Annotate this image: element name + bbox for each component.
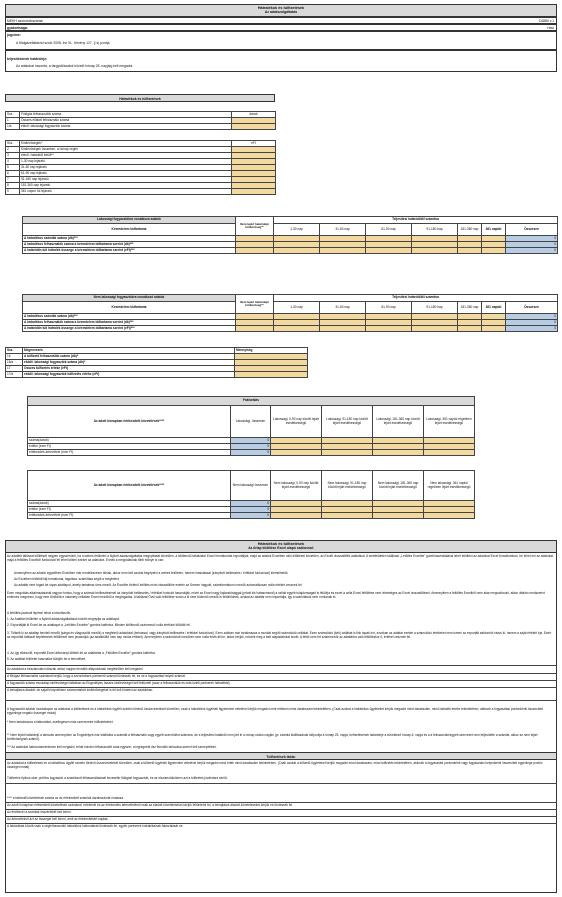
mekh-value: C6880 v.1: [538, 19, 554, 23]
note-p8: A fogyasztóit adatok munkalapon az adatokat a túlfizetések és a hátralékok ügyfélt szintén történő összevezetését követően, csak a hátralékos ügyfelek figyelembe vételével kérjük megadni mint értékem mind darabszám tekintetében. (Csak azokat a hátralékos ügyfeleket kérjük megadni mind darabszám, mind hátralék értéke tekintetében, akiknek a fogyasztási pontonkénti összesített egyenlege negatív összeget mutat): [7, 707, 543, 715]
gyakorisag-value: Havi: [547, 26, 554, 30]
sec6-label: Az adott hónapban értékesített követelések****: [28, 406, 231, 438]
row-label: értéke (ezer Ft): [28, 444, 231, 450]
table-row: [28, 397, 475, 406]
note-s3: 3. Töltsék ki az adatlap beviteli mezőit (sárga és világoszöld mezők) a megfelelő adatokkal (beírással, vagy irányított beillesztés / értékkel funkcióval). Ezen zabban már tartalmazza a munkát segítő számolódó cellákat. Ezen számolódó (kék) cellákat is fixk tapak írni, ezzzkan az adattár ezeket a számolódó értékeket nem ismeri az exportált sablonból visszi ki, hanem a saját értékét írja. Ezért az exportált táblázat képletesnek feltöltését nem javasoljuk (az adatkitöltő nem kap mulás értéket). Amennyiben a számolóott mezőben nem nulla érték áll be, akkor kérjük, nézzék meg a bett alapadatokat ismét. A feltöl nem ért számmezők az adattárba való feltöltéskor 0, értéket vesznek fel.: [7, 631, 552, 639]
header-subtitle: Az adatszolgáltatás: [264, 10, 298, 15]
note-s1: 1. Az Adattári felületén a Nyitott adatszolgáltatások között megnyitja az adatlapot.: [7, 617, 120, 621]
sec4-subtitle: Kéemdelem kidfartama: [23, 302, 236, 314]
row-label: A határidőn túli hátralék összege a kéemdelem időtartama szerint (eFt)***: [23, 326, 236, 332]
note-f2: Az adott hónapban értékesített követelések számánál, értékénél és az értékesítés árbevételénél csak az eladott követeléseket kérjük feltüntetni fel, a behajtásra átadott követeléseket kérjük ne tüntessék fel.: [7, 803, 293, 807]
input-cell[interactable]: [232, 189, 276, 195]
col-header: 91-180 nap: [412, 302, 458, 314]
row-label: A hátralékos számlák száma (db)***: [23, 314, 236, 320]
note-p1: Az adatfelt táblázat kitöltését negyen egyszerűsíti, ha a webes felületen a Nyitott adatszolgáltatás megnyitását követően, a kitöltendő táblázatot Excel formátumba exportálják, majd az adatok Excelben való kitöltését követően, az Excelt visszatölték adatokkal. A webfelületen található „Letöltés Excelbe” gombhasználatával lehet letölteni az adatokat Excel formátumban, be lehet írni az adatokat, majd a feltöltés Excelből funkcióval fel lehet tölteni ezeket az adatokra. Ennek a megoldásnak több előnye is van:: [7, 554, 554, 562]
row-num: 17/a: [6, 372, 23, 378]
row-num: 16: [6, 354, 23, 360]
sec3-col-a: Nem lejárt határidejű kintlévőség**: [236, 217, 274, 236]
input-cell[interactable]: [322, 513, 373, 519]
table-row: [23, 217, 558, 224]
row-label: száma(darab): [28, 438, 231, 444]
table-row: [6, 372, 308, 378]
sec4-title: Nem lakossági fogyasztókra vonatkozó adatok: [23, 295, 236, 302]
row-label: száma(darab): [28, 501, 231, 507]
input-cell[interactable]: [366, 248, 412, 254]
col-header: Lakossági, 181-360 nap között lejárt esedékességű: [373, 406, 424, 438]
notes-title: Hátralékok és túlfizetések: [257, 542, 305, 546]
row-num: 8: [6, 183, 20, 189]
row-label: A hátralékos felhasználók száma a kéemdelem időtartama szerint (db)***: [23, 242, 236, 248]
table-row: [28, 513, 475, 519]
note-s2: 2. Exportálják ki Excel-be az adatlapot a „Letöltés Excelbe” gombra kattintva. Minden kitöltendő számmező nulla értékkel töltődik fel.: [7, 623, 191, 627]
col-header: 361 naptól: [482, 224, 506, 236]
row-label: Kintlévőségek*: [20, 141, 232, 147]
sec1-table: [5, 111, 276, 130]
note-p2: Ezen megoldás alkalmazásánál nagyon fontos, hogy a számok beillesztésénél az irányított beillesztés / értékkel funkciót használják, mivel az Excel nagy hajlandósággal (privát kis hatasommal) a cellák egyéb tulajdonságait is felülírja és ezzel a cella Excel feltöltése nem lehetséges az Excel visszatöltésel. Amennyiben a feltöltés Excelből nem akar megvalósulni, akkor általán rendszerint érdemes megnézni, hogy nem törlődött-e valamely cellában Excel mezőből a megfogadás. A táblázat Övsi való feltöltése során a kl nem törlendő mezők is feltöltődnek, azokat az adattár nem importálja, így a számításuk nem romlanak el.: [7, 591, 545, 599]
input-cell[interactable]: [366, 326, 412, 332]
total-cell: 0: [231, 513, 271, 519]
row-num: Ssz.: [6, 141, 20, 147]
total-cell: 0: [506, 236, 558, 242]
input-cell[interactable]: [274, 326, 320, 332]
total-cell: 0: [506, 248, 558, 254]
tul-title: Túlfizetések tábla:: [266, 755, 296, 759]
row-num: 3: [6, 153, 20, 159]
col-header: Nem lakossági, 361 naptól régebben lejárt esedékességű: [424, 471, 475, 501]
input-cell[interactable]: [232, 124, 276, 130]
col-header: 181-360 nap: [458, 302, 482, 314]
input-cell[interactable]: [236, 248, 274, 254]
row-num: 9: [6, 189, 20, 195]
jogcim-label: jogcíme:: [7, 33, 21, 37]
sec3-table: [22, 216, 558, 254]
total-cell: 0: [506, 320, 558, 326]
note-p9: * Nem tartalmazza a faktorálást, esetlegesen más szervezetre túlfizetéseket.: [7, 720, 114, 724]
table-row: [23, 326, 558, 332]
col-header: 1-30 nap: [274, 224, 320, 236]
row-num: Ssz.: [6, 112, 20, 118]
col-header: 181-360 nap: [458, 224, 482, 236]
total-cell: 0: [231, 450, 271, 456]
input-cell[interactable]: [320, 248, 366, 254]
col-header: Nem lakossági, 0-90 nap között lejárt esedékességű: [271, 471, 322, 501]
sec1-title-bar: [5, 94, 275, 102]
row-label: értékesítés árbevétele (ezer Ft): [28, 513, 231, 519]
col-header: 91-180 nap: [412, 224, 458, 236]
row-num: 4: [6, 159, 20, 165]
note-p4: Az adatokat a beszámolási időszak utolsó napján fennálló állapotoknak megfelelően kell megadni.: [7, 667, 144, 671]
note-p3: A feltöltés javasolt lépései tehát a következők:: [7, 611, 71, 615]
input-cell[interactable]: [271, 513, 322, 519]
col-header: Nem lakossági, 91-180 nap között lejárt esedékességű: [322, 471, 373, 501]
row-label: ebből: lakossági fogyasztók száma: [20, 124, 232, 130]
sec4-col-group: Teljesítési határidőtől számítva: [274, 295, 558, 302]
divider: [5, 700, 557, 701]
sec4-col-a: Nem lejárt határidejű kintlévőség**: [236, 295, 274, 314]
hatarido-value: Az adatokat havonta, a tárgyidőszakot követő hónap 25. napjáig kell megadni.: [16, 64, 134, 68]
row-label: ebből: határidőt belüli**: [20, 153, 232, 159]
tul-title-bar: [5, 752, 557, 760]
input-cell[interactable]: [236, 326, 274, 332]
row-label: A határidőn túli hátralék összege a kéemdelem időtartama szerint (eFt)***: [23, 248, 236, 254]
note-tul2: Túlfizetés típikus okai: profilos fogyasztó a számlázott felhasználásánál kevesebb földgázt fogyasztott, és az elszámolóközben azt a túlfizetés jóváírásra került.: [7, 776, 228, 780]
row-num: 5: [6, 165, 20, 171]
col-header: 361 naptól: [482, 302, 506, 314]
note-p6: A fogyasztók száma munkalap kintlévőségei táblában az Engedélyes összes kintlévőségét kell feltünteti (azaz a felhasználók és más üzleti partnerek hátralékát).: [7, 681, 231, 685]
total-cell: 0: [506, 326, 558, 332]
col-header: 31-60 nap: [320, 224, 366, 236]
note-f1: **** a faktorált követelések száma az az értékesített számlák darabszámát mutassa.: [7, 796, 124, 800]
input-cell[interactable]: [373, 513, 424, 519]
row-label: ebből: lakossági fogyasztók száma (db)*: [23, 360, 235, 366]
input-cell[interactable]: [482, 326, 506, 332]
row-label: A hátralékos számlák száma (db)***: [23, 236, 236, 242]
sec6-title: Faktorálás: [28, 397, 475, 406]
row-label: A hátralékos felhasználók száma a kéemdelem időtartama szerint (db)***: [23, 320, 236, 326]
col-header: Lakossági, 0-90 nap között lejárt esedékességű: [271, 406, 322, 438]
total-cell: 0: [231, 444, 271, 450]
col-header: 61-90 nap: [366, 302, 412, 314]
note-tul1: Az adatokat a túlfizetések és a hátralékos ügyfél szintén történő összevezetését követően, csak a túlfizető ügyfelek figyelembe vételével kérjük megadni mind érték mind darabszám tekintetében. (Csak azokat a túlfizető ügyfeleket kérjük megadni mind darabszám, mind túlfizetés tekintetében, akiknek a fogyasztási pontonkénti vagy fogyasztási helyenkénti összesített egyenlege pozitív összeget mutat): [7, 761, 543, 769]
table-row: [23, 248, 558, 254]
table-row: [6, 189, 276, 195]
col-header: Lakossági, 361 naptól régebben lejárt esedékességű: [424, 406, 475, 438]
head-num: Ssz.: [6, 348, 23, 354]
notes-subtitle: Az űrlap kitöltése Excel alapú sablonnal:: [248, 546, 314, 551]
sec3-subtitle: Kéemdelem kidfartama: [23, 224, 236, 236]
input-cell[interactable]: [424, 513, 475, 519]
notes-title-bar: [5, 540, 557, 553]
row-label: Földgáz felhasználók száma: [20, 112, 232, 118]
jogcim-row: [5, 31, 557, 50]
row-label: Összes ellátott felhasználó száma: [20, 118, 232, 124]
table-row: [28, 406, 475, 438]
row-label: értékesítés árbevétele (ezer Ft): [28, 450, 231, 456]
row-unit: eFt: [232, 141, 276, 147]
total-cell: 0: [231, 501, 271, 507]
row-label: 181-360 nap lejáratú: [20, 183, 232, 189]
row-label: 361 napon túl lejáratú: [20, 189, 232, 195]
row-label: 61-90 nap lejáratú: [20, 171, 232, 177]
note-p10: ** Nem lejárt határidejű a tartozás amennyiben az Engedélyes már kiállította a számlát a felhasználó vagy egyéb szerződést számára, de a teljesítési határidő nem járt le a hónap utolsó napján (pl. számla kiállításának időpontja a hónap 25. napja, befizetésének határideje a következő hónap 6. napja és a a felhasználó/egyéb szervezet nem teljesítette a számlát, akkor az nem lejárt kintlévőségnek számít).: [7, 733, 538, 741]
note-b3: Az adattár nem fogad be olyan adatlapot, amely tartalmaz üres mezőt. Az Excelbe történő letöltés mind visszatölthe esetén az Üresen hagyott, számformátumú mezők automatikusan nulla értéket vesznek fel.: [14, 583, 303, 587]
col-header: Összesen: [506, 302, 558, 314]
row-num: 16/a: [6, 360, 23, 366]
row-num: 7: [6, 177, 20, 183]
table-row: [28, 450, 475, 456]
table-row: [23, 295, 558, 302]
head-label: Megnevezés: [23, 348, 235, 354]
total-cell: 0: [506, 314, 558, 320]
col-header: Összesen: [506, 224, 558, 236]
row-num: 1/a: [6, 124, 20, 130]
row-label: értéke (ezer Ft): [28, 507, 231, 513]
input-cell[interactable]: [412, 326, 458, 332]
input-cell[interactable]: [412, 248, 458, 254]
col-header: Nem lakossági összesen: [231, 471, 271, 501]
head-unit: Mennyiség: [235, 348, 308, 354]
note-p11: *** Az adatokat halmozásmentesen kell megadni, tehát minden felhasználót csak egyszer, a legrégebbi dsz fennálló tartozása szerint kell szerepeltetni.: [7, 745, 217, 749]
sec1-title: Hátralékok és túlfizetések: [119, 97, 161, 101]
hatarido-row: [5, 50, 557, 72]
row-label: 31-60 nap lejáratú: [20, 165, 232, 171]
note-p5: A földgáz felhasználók számánál kérjük, hogy a szerződéses partnerek számát tüntessék fel, és ne a fogyasztási helyek számát.: [7, 674, 186, 678]
col-header: 1-30 nap: [274, 302, 320, 314]
sec7-label: Az adott hónapban értékesített követelések****: [28, 471, 231, 501]
input-cell[interactable]: [274, 248, 320, 254]
note-b2: Az Excelben letöltött fájl formátuma, tagolása, számítása segíti a megértést.: [14, 577, 120, 581]
row-label: 91-180 nap lejáratú: [20, 177, 232, 183]
input-cell[interactable]: [235, 372, 308, 378]
sec2-table: [5, 140, 276, 195]
gyakorisag-row: [5, 24, 557, 31]
col-header: Lakossági, összesen: [231, 406, 271, 438]
input-cell[interactable]: [424, 450, 475, 456]
row-num: 2: [6, 147, 20, 153]
note-f3: Az értékénél a számlák összértékét kell beírni.: [7, 810, 72, 814]
row-label: Összes túlfizetés értéke (eFt): [23, 366, 235, 372]
hatarido-label: teljesítésének határideje:: [7, 57, 48, 61]
input-cell[interactable]: [458, 248, 482, 254]
input-cell[interactable]: [320, 326, 366, 332]
sec3-col-group: Teljesítési határidőtől számítva: [274, 217, 558, 224]
col-header: 31-60 nap: [320, 302, 366, 314]
total-cell: 0: [231, 507, 271, 513]
note-s4: 4. Az így elkészült, exportált Excel állományt töltsék fel az adattárba a „Feltöltés Excelbe” gombra kattintva.: [7, 651, 156, 655]
sec7-table: [27, 470, 475, 519]
note-s5: 5. Az adattári felületet használva küldjék be a bérvolflvet.: [7, 657, 86, 661]
table-row: [23, 302, 558, 314]
divider: [5, 809, 557, 810]
table-row: [28, 471, 475, 501]
sec6-table: [27, 396, 475, 456]
sec4-table: [22, 294, 558, 332]
note-f4: Az árbevételnél azt az összeget kell beírni, amit az értékesítésért kaptak.: [7, 817, 109, 821]
row-num: 6: [6, 171, 20, 177]
total-cell: 0: [231, 438, 271, 444]
mekh-row: [5, 17, 557, 24]
jogcim-value: A földgázellátásról szóló 2008. évi XL. törvény 127. § s) pontja: [16, 41, 110, 45]
sec3-title: Lakossági fogyasztókra vonatkozó adatok: [23, 217, 236, 224]
col-header: Nem lakossági, 181-360 nap között lejárt esedékességű: [373, 471, 424, 501]
col-header: Lakossági, 91-180 nap között lejárt esedékességű: [322, 406, 373, 438]
table-row: [23, 224, 558, 236]
row-label: ebből: lakossági fogyasztók túlfizetés értéke (eFt): [23, 372, 235, 378]
gyakorisag-label: gyakorisága:: [7, 26, 28, 30]
divider: [5, 665, 557, 666]
table-row: [6, 124, 276, 130]
note-f5: A faktorálást között csak a végfelhasználói hátralékok faktorálását tüntessék fel, egyéb partnerek hátralékainak faktorálását ne.: [7, 824, 184, 828]
row-unit: darab: [232, 112, 276, 118]
divider: [5, 783, 557, 784]
row-num: 1: [6, 118, 20, 124]
row-label: A túlfizető felhasználók száma (db)*: [23, 354, 235, 360]
sec5-table: [5, 347, 308, 378]
input-cell[interactable]: [271, 450, 322, 456]
input-cell[interactable]: [373, 450, 424, 456]
row-label: 1-30 nap lejáratú: [20, 159, 232, 165]
mekh-label: MEKH azonosítószáma:: [7, 19, 44, 23]
input-cell[interactable]: [322, 450, 373, 456]
header-title: Hátralékok és túlfizetések: [257, 6, 305, 10]
input-cell[interactable]: [482, 248, 506, 254]
col-header: 61-90 nap: [366, 224, 412, 236]
total-cell: 0: [506, 242, 558, 248]
input-cell[interactable]: [458, 326, 482, 332]
note-p7: A behajtásra átadott, de saját könyveikben számontartott kintlévőségeket is fel kell tüntetni az adatokban.: [7, 688, 154, 692]
header-title-bar: [5, 4, 557, 17]
row-label: Kintlévőségek összesen, a hónap végén: [20, 147, 232, 153]
note-b1: Amennyiben az adatok egyidőben Excelben már rendelkezésre állnak, akkor nem kell azokat begépelni a webes felületen, hanem másolással (irányított beillesztés / értékkel funkcióval) kiemelhetők.: [14, 571, 289, 575]
row-num: 17: [6, 366, 23, 372]
